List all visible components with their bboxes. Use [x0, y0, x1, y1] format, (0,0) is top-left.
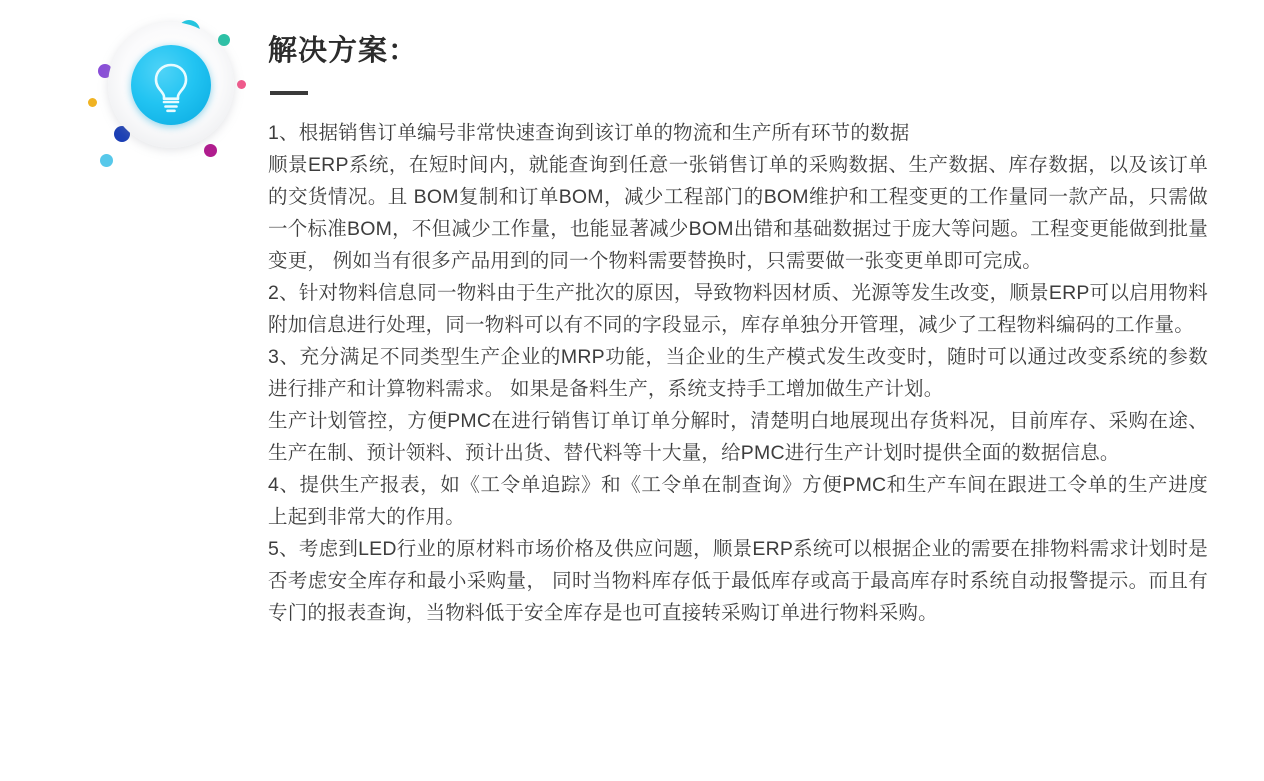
title-underline-rule: [270, 91, 308, 95]
paragraph: 1、根据销售订单编号非常快速查询到该订单的物流和生产所有环节的数据: [268, 121, 910, 144]
decorative-dot: [237, 80, 246, 89]
decorative-dot: [100, 154, 113, 167]
paragraph: 5、考虑到LED行业的原材料市场价格及供应问题，顺景ERP系统可以根据企业的需要在排物料需求计划时是否考虑安全库存和最小采购量， 同时当物料库存低于最低库存或高于最高库存时系统自动报警提示。而且有专门的报表查询，当物料低于安全库存是也可直接转采购订单进行物料采购。: [268, 537, 1208, 624]
page-title: 解决方案：: [268, 35, 419, 67]
paragraph: 3、充分满足不同类型生产企业的MRP功能，当企业的生产模式发生改变时，随时可以通过改变系统的参数进行排产和计算物料需求。 如果是备料生产，系统支持手工增加做生产计划。: [268, 345, 1208, 400]
paragraph: 2、针对物料信息同一物料由于生产批次的原因，导致物料因材质、光源等发生改变，顺景ERP可以启用物料附加信息进行处理，同一物料可以有不同的字段显示，库存单独分开管理，减少了工程物料编码的工作量。: [268, 281, 1208, 336]
paragraph: 4、提供生产报表，如《工令单追踪》和《工令单在制查询》方便PMC和生产车间在跟进工令单的生产进度上起到非常大的作用。: [268, 473, 1208, 528]
lightbulb-icon: [131, 45, 211, 125]
solution-illustration: [82, 14, 252, 174]
decorative-dot: [88, 98, 97, 107]
solution-body: [268, 117, 1208, 629]
paragraph: 生产计划管控，方便PMC在进行销售订单订单分解时，清楚明白地展现出存货料况，目前库存、采购在途、生产在制、预计领料、预计出货、替代料等十大量，给PMC进行生产计划时提供全面的数据信息。: [268, 409, 1208, 464]
solution-content: [268, 34, 1208, 629]
paragraph: 顺景ERP系统，在短时间内，就能查询到任意一张销售订单的采购数据、生产数据、库存数据，以及该订单的交货情况。且 BOM复制和订单BOM，减少工程部门的BOM维护和工程变更的工作量同一款产品，只需做一个标准BOM，不但减少工作量，也能显著减少BOM出错和基础数据过于庞大等问题。工程变更能做到批量变更， 例如当有很多产品用到的同一个物料需要替换时，只需要做一张变更单即可完成。: [268, 153, 1208, 272]
decorative-dot: [204, 144, 217, 157]
